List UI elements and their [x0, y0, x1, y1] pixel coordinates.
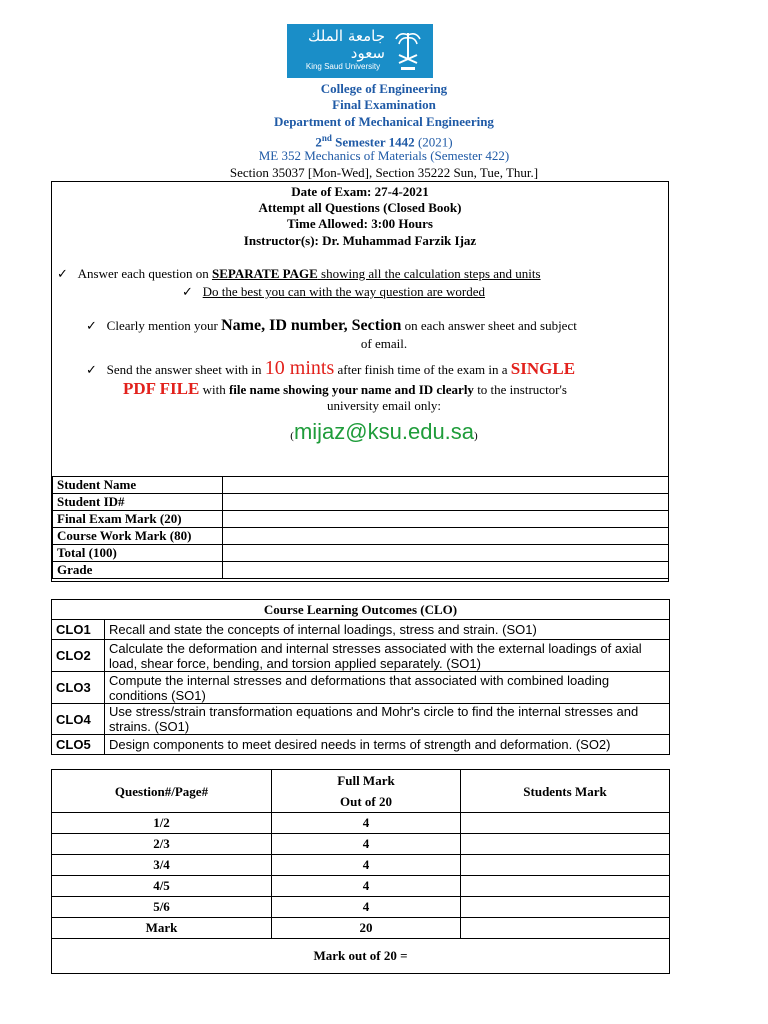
course-work-mark-label: Course Work Mark (80) [53, 528, 223, 545]
final-exam-mark-label: Final Exam Mark (20) [53, 511, 223, 528]
total-field[interactable] [223, 545, 669, 562]
instruction-emphasis: file name showing your name and ID clearly [228, 382, 474, 397]
table-row [53, 545, 669, 562]
clo-code: CLO4 [52, 704, 105, 735]
instruction-deadline: 10 mints [264, 357, 335, 379]
check-icon: ✓ [86, 318, 97, 333]
table-row [52, 735, 670, 755]
logo-english-text: King Saud University [305, 62, 381, 71]
logo-arabic-text: جامعة الملك سعود [308, 27, 385, 62]
clo-description: Compute the internal stresses and deformations that associated with combined loading conditions (SO1) [105, 672, 670, 704]
full-mark-cell: 4 [272, 876, 461, 897]
question-page-header: Question#/Page# [52, 770, 272, 813]
student-id-label: Student ID# [53, 494, 223, 511]
check-icon: ✓ [86, 362, 97, 377]
course-title: ME 352 Mechanics of Materials (Semester 422) [258, 148, 510, 163]
students-mark-cell[interactable] [461, 855, 670, 876]
semester-suffix: nd [321, 133, 332, 143]
clo-code: CLO2 [52, 640, 105, 672]
exam-time: Time Allowed: 3:00 Hours [286, 216, 433, 231]
instructor-email-link[interactable]: mijaz@ksu.edu.sa [293, 419, 475, 444]
instruction-separate-page [57, 266, 541, 282]
table-row [53, 528, 669, 545]
table-row [52, 672, 670, 704]
instruction-text: Send the answer sheet with in [106, 362, 265, 377]
grade-label: Grade [53, 562, 223, 579]
full-mark-cell: 4 [272, 855, 461, 876]
instruction-emphasis: SEPARATE PAGE [211, 266, 318, 281]
department-name: Department of Mechanical Engineering [274, 114, 494, 129]
full-mark-header-line2: Out of 20 [340, 794, 392, 809]
total-label: Total (100) [53, 545, 223, 562]
student-name-label: Student Name [53, 477, 223, 494]
instruction-text: after finish time of the exam in a [334, 362, 511, 377]
full-mark-cell: 4 [272, 834, 461, 855]
students-mark-cell[interactable] [461, 876, 670, 897]
clo-description: Use stress/strain transformation equations and Mohr's circle to find the internal stresses and strains. (SO1) [105, 704, 670, 735]
college-name: College of Engineering [320, 81, 448, 96]
instruction-mention-name [86, 316, 577, 336]
palm-emblem-icon [393, 29, 423, 73]
students-mark-cell[interactable] [461, 813, 670, 834]
clo-description: Calculate the deformation and internal stresses associated with the external loadings of axial load, shear force, bending, and torsion applied separately. (SO1) [105, 640, 670, 672]
question-page-cell: 3/4 [52, 855, 272, 876]
check-icon: ✓ [182, 284, 193, 299]
table-row [52, 620, 670, 640]
instruction-single: SINGLE [510, 359, 576, 378]
instruction-text: on each answer sheet and subject [401, 318, 577, 333]
question-page-cell: 4/5 [52, 876, 272, 897]
clo-code: CLO3 [52, 672, 105, 704]
students-mark-cell[interactable] [461, 897, 670, 918]
email-bracket: ) [474, 430, 478, 442]
table-row [52, 939, 670, 974]
instruction-emphasis: Name, ID number, Section [221, 317, 402, 334]
student-info-table [52, 476, 669, 579]
full-mark-cell: 4 [272, 813, 461, 834]
clo-table-title: Course Learning Outcomes (CLO) [52, 600, 670, 620]
clo-code: CLO1 [52, 620, 105, 640]
table-row [53, 511, 669, 528]
table-row [52, 834, 670, 855]
table-row [52, 813, 670, 834]
instruction-text: showing all the calculation steps and units [317, 266, 541, 281]
question-page-cell: Mark [52, 918, 272, 939]
question-page-cell: 1/2 [52, 813, 272, 834]
instruction-send-sheet-line2 [123, 379, 567, 400]
instruction-text: Do the best you can with the way question are worded [202, 284, 485, 299]
mark-out-of-20: Mark out of 20 = [52, 939, 670, 974]
exam-attempt: Attempt all Questions (Closed Book) [258, 200, 462, 215]
table-row [53, 477, 669, 494]
semester-text: Semester 1442 [331, 134, 415, 150]
full-mark-cell: 4 [272, 897, 461, 918]
instruction-pdf-file: PDF FILE [123, 379, 200, 398]
exam-instructor: Instructor(s): Dr. Muhammad Farzik Ijaz [243, 233, 477, 248]
table-row [52, 897, 670, 918]
clo-table [51, 599, 670, 755]
final-exam-mark-field[interactable] [223, 511, 669, 528]
full-mark-header [272, 770, 461, 813]
instruction-mention-name-line2: of email. [360, 336, 408, 351]
instruction-send-sheet-line3: university email only: [326, 398, 442, 413]
check-icon: ✓ [57, 266, 68, 281]
question-page-cell: 2/3 [52, 834, 272, 855]
instruction-text: Clearly mention your [106, 318, 222, 333]
instruction-text: to the instructor's [473, 382, 567, 397]
clo-code: CLO5 [52, 735, 105, 755]
exam-date: Date of Exam: 27-4-2021 [291, 184, 429, 199]
section-info: Section 35037 [Mon-Wed], Section 35222 Sun, Tue, Thur.] [229, 165, 539, 180]
students-mark-cell[interactable] [461, 834, 670, 855]
semester-year: (2021) [414, 134, 453, 150]
clo-description: Recall and state the concepts of internal loadings, stress and strain. (SO1) [105, 620, 670, 640]
instruction-text: with [199, 382, 229, 397]
course-work-mark-field[interactable] [223, 528, 669, 545]
clo-description: Design components to meet desired needs in terms of strength and deformation. (SO2) [105, 735, 670, 755]
email-bracket: ( [290, 430, 294, 442]
question-page-cell: 5/6 [52, 897, 272, 918]
grade-field[interactable] [223, 562, 669, 579]
table-row [52, 855, 670, 876]
exam-title: Final Examination [332, 97, 436, 112]
full-mark-cell: 20 [272, 918, 461, 939]
instructor-email-line [0, 418, 768, 450]
student-name-field[interactable] [223, 477, 669, 494]
table-row [52, 640, 670, 672]
student-id-field[interactable] [223, 494, 669, 511]
semester-number: 2 [315, 134, 322, 150]
marks-table [51, 769, 670, 974]
university-logo [287, 24, 433, 78]
full-mark-header-line1: Full Mark [337, 773, 395, 788]
table-row [52, 876, 670, 897]
instruction-do-best [182, 284, 485, 300]
instruction-text: Answer each question on [77, 266, 212, 281]
table-row [53, 494, 669, 511]
students-mark-cell[interactable] [461, 918, 670, 939]
table-row [52, 918, 670, 939]
table-row [52, 704, 670, 735]
table-row [53, 562, 669, 579]
students-mark-header: Students Mark [461, 770, 670, 813]
